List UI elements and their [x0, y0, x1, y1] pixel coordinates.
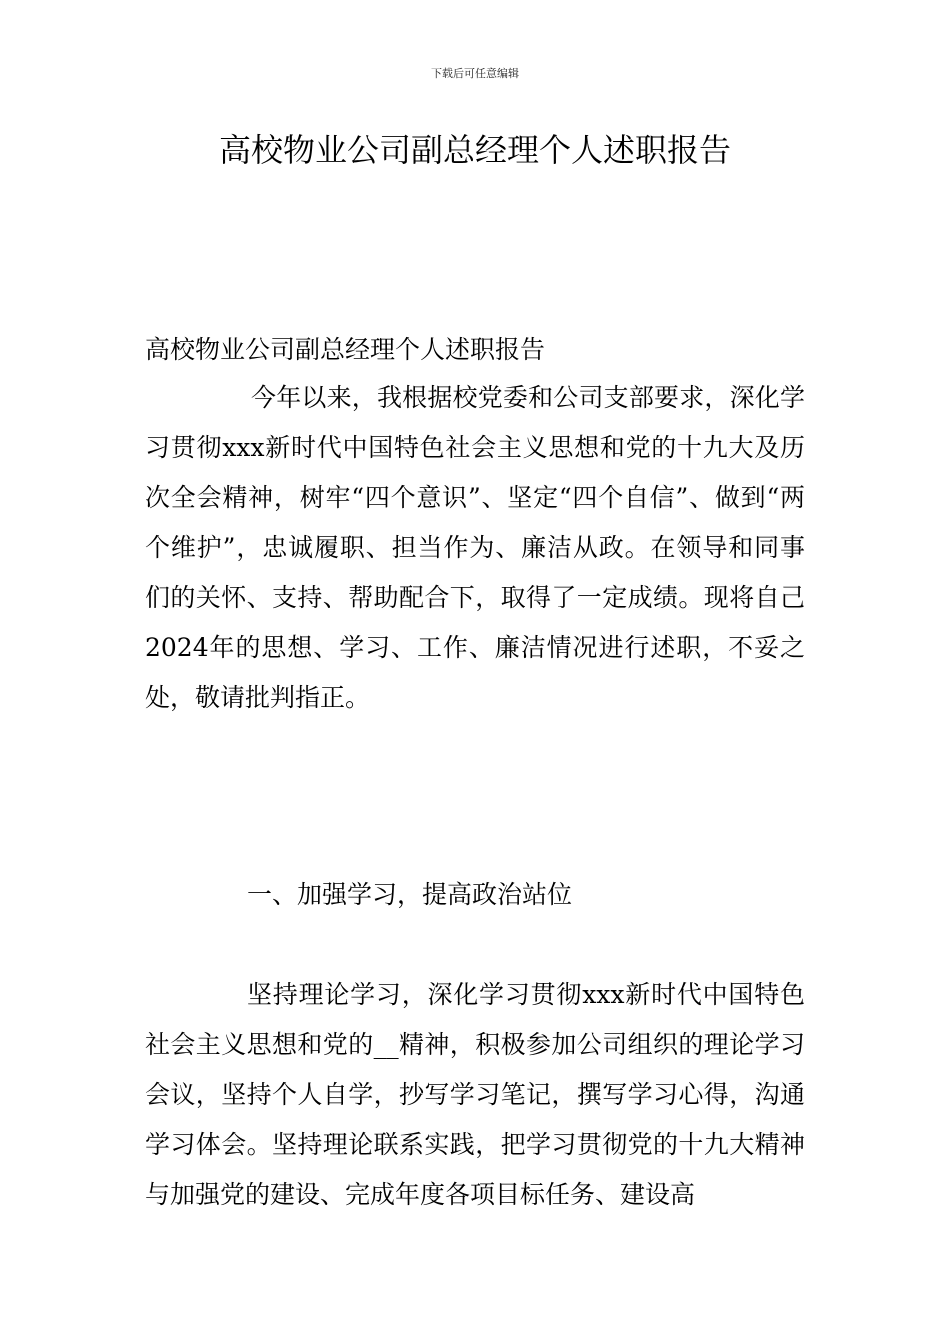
header-note: 下载后可任意编辑 [431, 67, 519, 80]
document-subtitle: 高校物业公司副总经理个人述职报告 [145, 335, 546, 364]
document-title: 高校物业公司副总经理个人述职报告 [218, 131, 731, 169]
paragraph-study: 坚持理论学习，深化学习贯彻xxx新时代中国特色社会主义思想和党的__精神，积极参加公司组织的理论学习会议，坚持个人自学，抄写学习笔记，撰写学习心得，沟通学习体会。坚持理论联系实践，把学习贯彻党的十九大精神与加强党的建设、完成年度各项目标任务、建设高 [145, 980, 805, 1209]
paragraph-intro: 今年以来，我根据校党委和公司支部要求，深化学习贯彻xxx新时代中国特色社会主义思想和党的十九大及历次全会精神，树牢“四个意识”、坚定“四个自信”、做到“两个维护”，忠诚履职、担当作为、廉洁从政。在领导和同事们的关怀、支持、帮助配合下，取得了一定成绩。现将自己2024年的思想、学习、工作、廉洁情况进行述职，不妥之处，敬请批判指正。 [145, 383, 805, 712]
section-heading: 一、加强学习，提高政治站位 [247, 880, 573, 909]
